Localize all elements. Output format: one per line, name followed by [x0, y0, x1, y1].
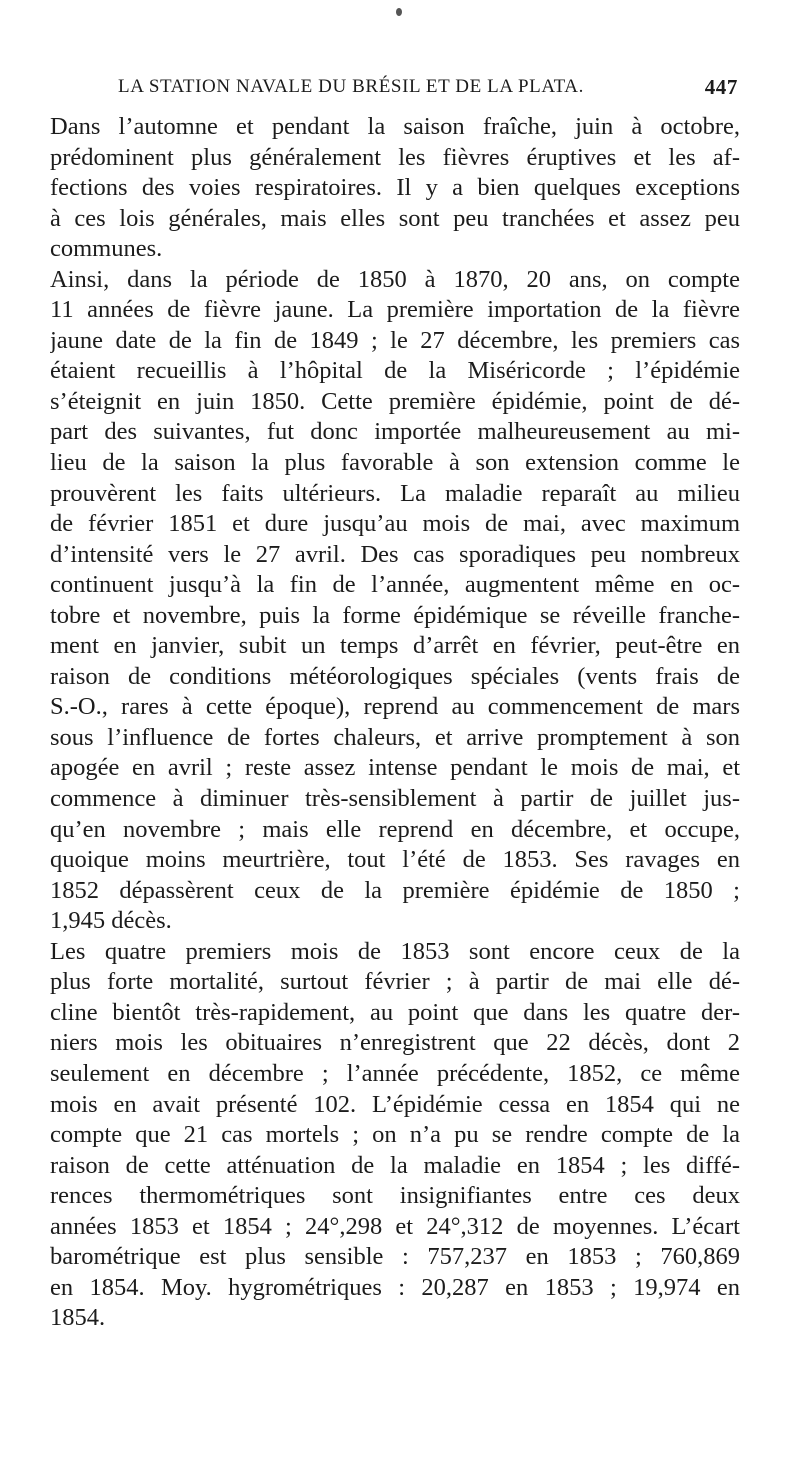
text-line: Dans l’automne et pendant la saison fraîche, juin à octobre,: [50, 113, 740, 140]
text-line: raison de conditions météorologiques spéciales (vents frais de: [50, 662, 740, 690]
text-line: s’éteignit en juin 1850. Cette première épidémie, point de dé-: [50, 387, 740, 415]
text-line: compte que 21 cas mortels ; on n’a pu se rendre compte de la: [50, 1121, 740, 1149]
text-line: 1854.: [50, 1304, 106, 1332]
text-line: fections des voies respiratoires. Il y a bien quelques exceptions: [50, 174, 740, 202]
text-line: jaune date de la fin de 1849 ; le 27 décembre, les premiers cas: [50, 326, 740, 354]
text-line: barométrique est plus sensible : 757,237 en 1853 ; 760,869: [50, 1243, 740, 1271]
text-line: à ces lois générales, mais elles sont peu tranchées et assez peu: [50, 204, 740, 232]
text-line: apogée en avril ; reste assez intense pendant le mois de mai, et: [50, 754, 740, 782]
text-line: niers mois les obituaires n’enregistrent que 22 décès, dont 2: [50, 1029, 740, 1057]
text-line: communes.: [50, 235, 163, 263]
body-text: [50, 112, 740, 1334]
text-line: étaient recueillis à l’hôpital de la Miséricorde ; l’épidémie: [50, 357, 740, 385]
text-line: cline bientôt très-rapidement, au point que dans les quatre der-: [50, 998, 740, 1026]
text-line: 1852 dépassèrent ceux de la première épidémie de 1850 ;: [50, 876, 740, 904]
text-line: quoique moins meurtrière, tout l’été de 1853. Ses ravages en: [50, 846, 740, 874]
text-line: mois en avait présenté 102. L’épidémie cessa en 1854 qui ne: [50, 1090, 740, 1118]
text-line: prédominent plus généralement les fièvres éruptives et les af-: [50, 143, 740, 171]
text-line: part des suivantes, fut donc importée malheureusement au mi-: [50, 418, 740, 446]
text-line: en 1854. Moy. hygrométriques : 20,287 en 1853 ; 19,974 en: [50, 1273, 740, 1301]
page-number: 447: [704, 75, 738, 99]
text-line: sous l’influence de fortes chaleurs, et arrive promptement à son: [50, 723, 740, 751]
text-line: continuent jusqu’à la fin de l’année, augmentent même en oc-: [50, 571, 740, 599]
paragraph: [50, 937, 740, 1334]
running-header: [118, 76, 738, 102]
text-line: d’intensité vers le 27 avril. Des cas sporadiques peu nombreux: [50, 540, 740, 568]
text-line: tobre et novembre, puis la forme épidémique se réveille franche-: [50, 601, 740, 629]
text-line: de février 1851 et dure jusqu’au mois de mai, avec maximum: [50, 510, 740, 538]
text-line: S.-O., rares à cette époque), reprend au commencement de mars: [50, 693, 740, 721]
text-line: rences thermométriques sont insignifiantes entre ces deux: [50, 1182, 740, 1210]
text-line: qu’en novembre ; mais elle reprend en décembre, et occupe,: [50, 815, 740, 843]
text-line: Ainsi, dans la période de 1850 à 1870, 20 ans, on compte: [50, 265, 740, 293]
text-line: Les quatre premiers mois de 1853 sont encore ceux de la: [50, 937, 740, 965]
text-line: lieu de la saison la plus favorable à son extension comme le: [50, 449, 740, 477]
text-line: raison de cette atténuation de la maladie en 1854 ; les diffé-: [50, 1151, 740, 1179]
ink-speck: [396, 8, 402, 16]
running-title: LA STATION NAVALE DU BRÉSIL ET DE LA PLATA.: [118, 76, 584, 97]
paragraph: [50, 265, 740, 937]
text-line: 1,945 décès.: [50, 907, 172, 935]
text-line: seulement en décembre ; l’année précédente, 1852, ce même: [50, 1059, 740, 1087]
text-line: années 1853 et 1854 ; 24°,298 et 24°,312 de moyennes. L’écart: [50, 1212, 740, 1240]
paragraph: [50, 112, 740, 265]
text-line: commence à diminuer très-sensiblement à partir de juillet jus-: [50, 785, 740, 813]
text-line: 11 années de fièvre jaune. La première importation de la fièvre: [50, 296, 740, 324]
text-line: ment en janvier, subit un temps d’arrêt en février, peut-être en: [50, 632, 740, 660]
text-line: plus forte mortalité, surtout février ; à partir de mai elle dé-: [50, 968, 740, 996]
text-line: prouvèrent les faits ultérieurs. La maladie reparaît au milieu: [50, 479, 740, 507]
